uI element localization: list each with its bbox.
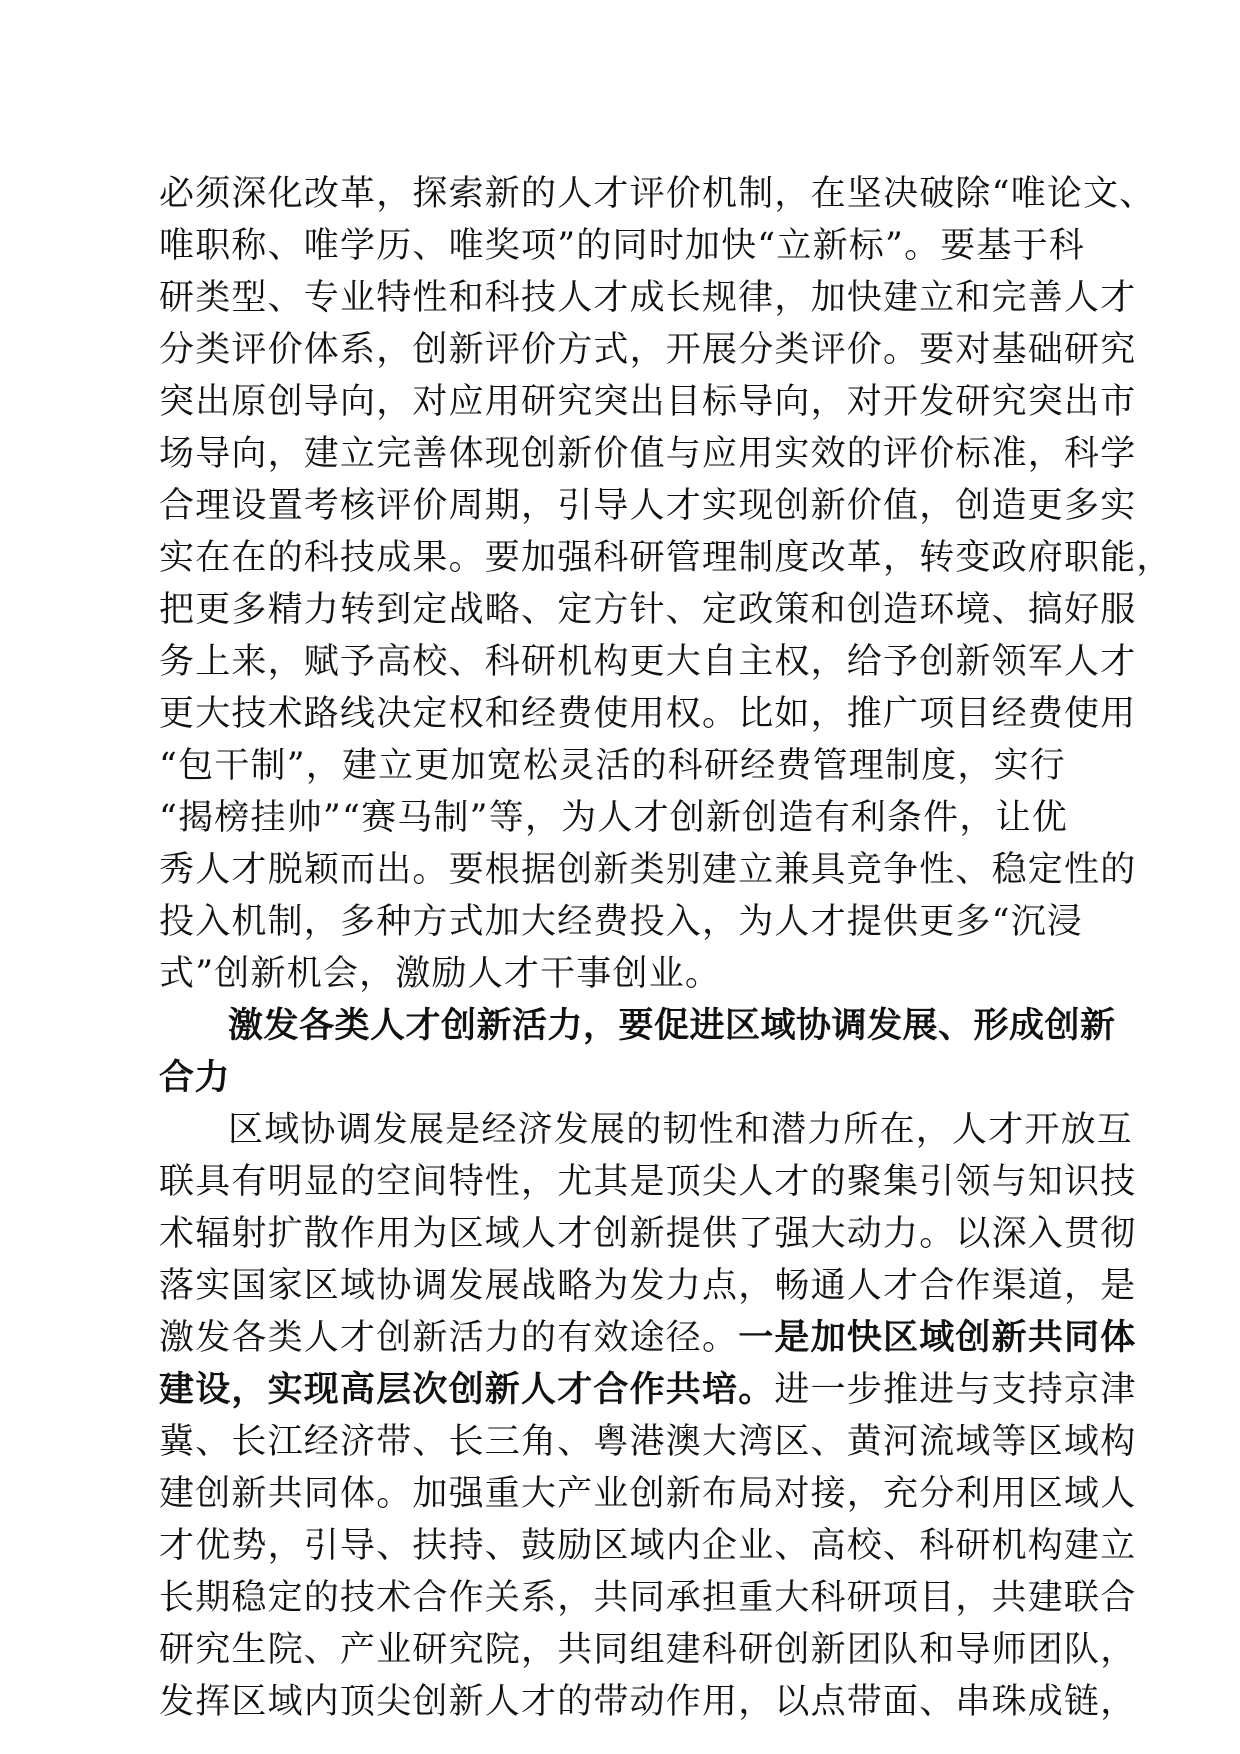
body-text-line: 分类评价体系，创新评价方式，开展分类评价。要对基础研究 <box>159 330 1137 370</box>
body-text-line: 落实国家区域协调发展战略为发力点，畅通人才合作渠道，是 <box>159 1266 1137 1306</box>
body-text-line: 冀、长江经济带、长三角、粤港澳大湾区、黄河流域等区域构 <box>159 1422 1137 1462</box>
body-text-line: 才优势，引导、扶持、鼓励区域内企业、高校、科研机构建立 <box>159 1526 1137 1566</box>
body-text-line: 研类型、专业特性和科技人才成长规律，加快建立和完善人才 <box>159 278 1137 318</box>
section-heading-line1: 激发各类人才创新活力，要促进区域协调发展、形成创新 <box>228 1006 1116 1046</box>
body-text-line: “包干制”，建立更加宽松灵活的科研经费管理制度，实行 <box>159 746 1066 786</box>
body-text-line: 式”创新机会，激励人才干事创业。 <box>159 954 722 994</box>
body-text-line-mixed <box>159 1364 1137 1416</box>
body-text-span: 激发各类人才创新活力的有效途径。 <box>159 1318 739 1358</box>
body-text-line: 必须深化改革，探索新的人才评价机制，在坚决破除“唯论文、 <box>159 174 1156 214</box>
emphasis-text-span: 建设，实现高层次创新人才合作共培。 <box>159 1369 775 1410</box>
body-text-line: 建创新共同体。加强重大产业创新布局对接，充分利用区域人 <box>159 1474 1137 1514</box>
emphasis-text-span: 一是加快区域创新共同体 <box>738 1317 1137 1358</box>
body-text-line: 实在在的科技成果。要加强科研管理制度改革，转变政府职能， <box>159 538 1173 578</box>
body-text-line: 投入机制，多种方式加大经费投入，为人才提供更多“沉浸 <box>159 902 1084 942</box>
body-text-line: 研究生院、产业研究院，共同组建科研创新团队和导师团队， <box>159 1630 1137 1670</box>
body-text-line: 发挥区域内顶尖创新人才的带动作用，以点带面、串珠成链， <box>159 1682 1137 1722</box>
body-text-line: 长期稳定的技术合作关系，共同承担重大科研项目，共建联合 <box>159 1578 1137 1618</box>
body-text-line: “揭榜挂帅”“赛马制”等，为人才创新创造有利条件，让优 <box>159 798 1068 838</box>
body-text-span: 进一步推进与支持京津 <box>774 1370 1137 1410</box>
body-text-line: 把更多精力转到定战略、定方针、定政策和创造环境、搞好服 <box>159 590 1137 630</box>
body-text-line: 突出原创导向，对应用研究突出目标导向，对开发研究突出市 <box>159 382 1137 422</box>
body-text-line: 唯职称、唯学历、唯奖项”的同时加快“立新标”。要基于科 <box>159 226 1086 266</box>
section-heading-line2: 合力 <box>159 1058 231 1098</box>
body-text-line-mixed <box>159 1312 1137 1364</box>
body-text-line: 区域协调发展是经济发展的韧性和潜力所在，人才开放互 <box>228 1110 1134 1150</box>
body-text-line: 务上来，赋予高校、科研机构更大自主权，给予创新领军人才 <box>159 642 1137 682</box>
body-text-line: 更大技术路线决定权和经费使用权。比如，推广项目经费使用 <box>159 694 1137 734</box>
body-text-line: 术辐射扩散作用为区域人才创新提供了强大动力。以深入贯彻 <box>159 1214 1137 1254</box>
body-text-line: 秀人才脱颖而出。要根据创新类别建立兼具竞争性、稳定性的 <box>159 850 1137 890</box>
body-text-line: 联具有明显的空间特性，尤其是顶尖人才的聚集引领与知识技 <box>159 1162 1137 1202</box>
body-text-line: 合理设置考核评价周期，引导人才实现创新价值，创造更多实 <box>159 486 1137 526</box>
body-text-line: 场导向，建立完善体现创新价值与应用实效的评价标准，科学 <box>159 434 1137 474</box>
